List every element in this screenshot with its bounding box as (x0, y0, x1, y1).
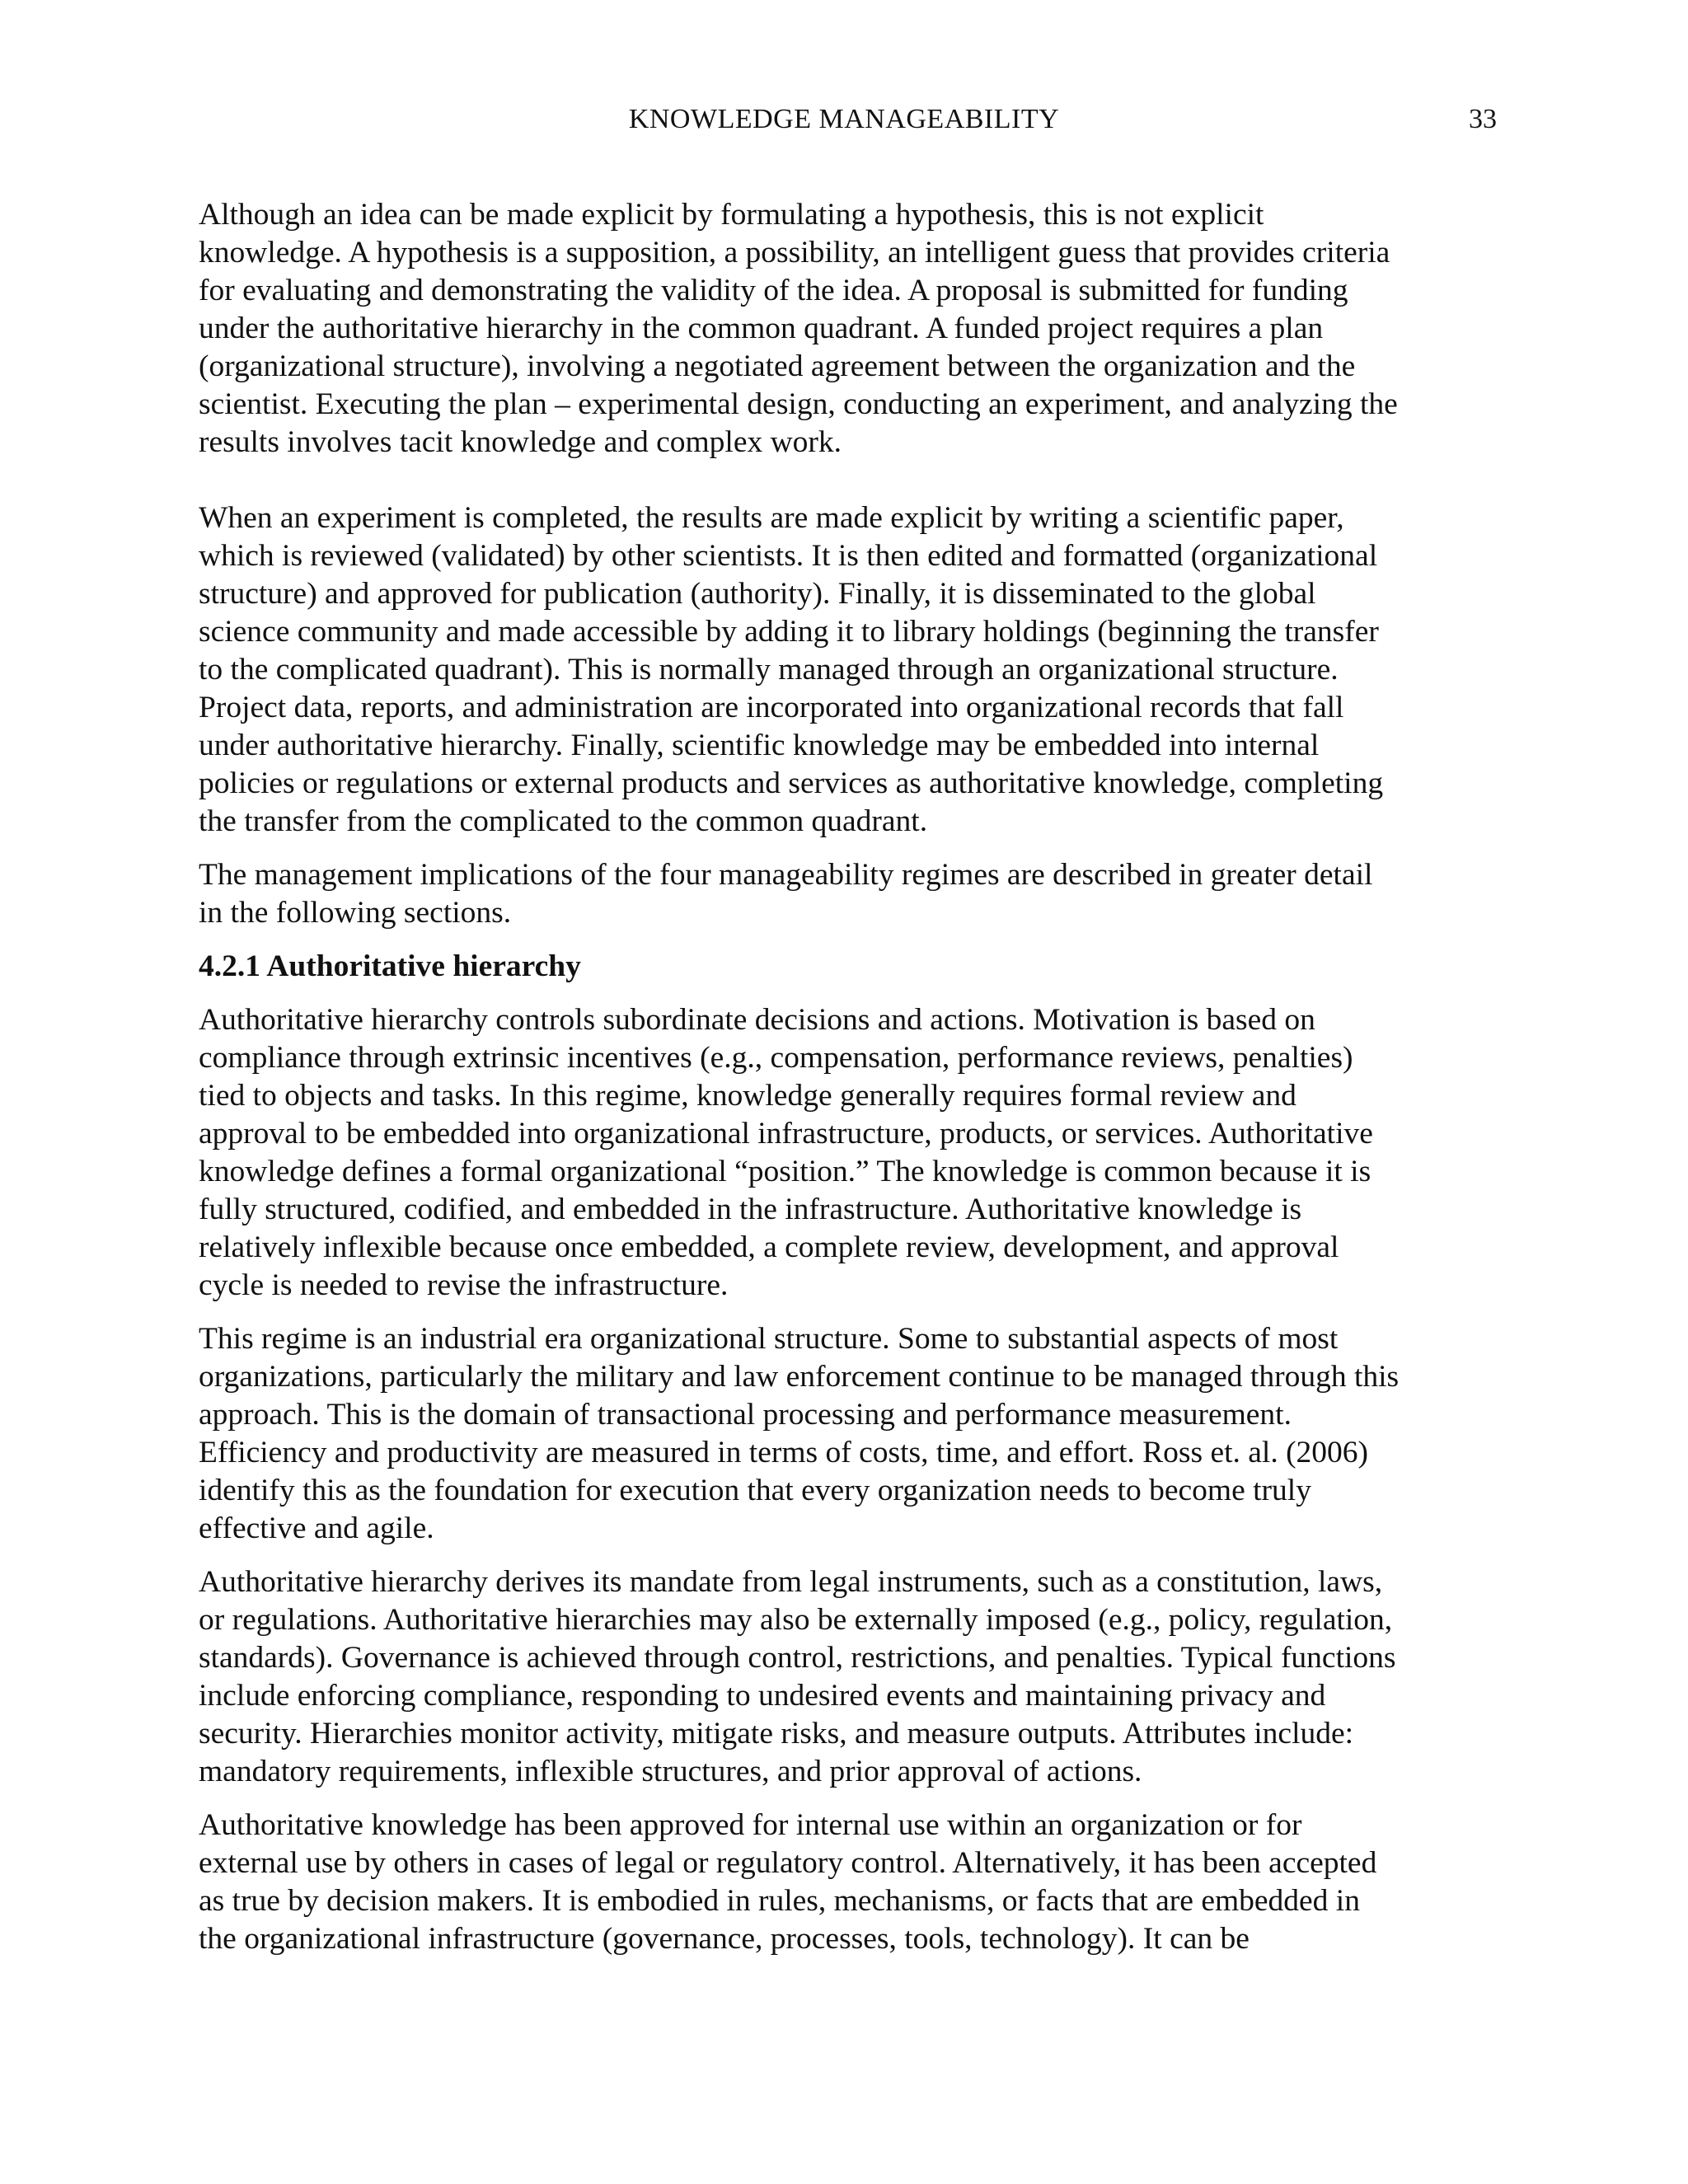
text-line: identify this as the foundation for execution that every organization needs to become truly (199, 1474, 1311, 1507)
running-header (0, 99, 1688, 140)
paragraph-authoritative-hierarchy (199, 1001, 1509, 1305)
text-line: The management implications of the four manageability regimes are described in greater detail (199, 858, 1373, 892)
paragraph-industrial-era (199, 1320, 1509, 1548)
text-line: in the following sections. (199, 896, 512, 930)
paragraph-experiment (199, 499, 1509, 841)
text-line: Authoritative hierarchy controls subordinate decisions and actions. Motivation is based on (199, 1003, 1315, 1037)
text-line: scientist. Executing the plan – experimental design, conducting an experiment, and analyzing the (199, 387, 1398, 421)
text-line: external use by others in cases of legal or regulatory control. Alternatively, it has been accepted (199, 1846, 1377, 1880)
text-line: Although an idea can be made explicit by formulating a hypothesis, this is not explicit (199, 198, 1264, 232)
paragraph-gap (199, 841, 1509, 856)
text-line: the organizational infrastructure (governance, processes, tools, technology). It can be (199, 1922, 1250, 1956)
paragraph-gap (199, 986, 1509, 1001)
text-line: (organizational structure), involving a negotiated agreement between the organization and the (199, 349, 1356, 383)
paragraph-authoritative-knowledge (199, 1807, 1509, 1958)
paragraph-gap (199, 1548, 1509, 1563)
text-line: science community and made accessible by adding it to library holdings (beginning the transfer (199, 615, 1379, 649)
text-line: Authoritative knowledge has been approved for internal use within an organization or for (199, 1808, 1302, 1842)
section-heading: 4.2.1 Authoritative hierarchy (199, 949, 581, 983)
text-line: mandatory requirements, inflexible structures, and prior approval of actions. (199, 1755, 1142, 1788)
text-line: which is reviewed (validated) by other scientists. It is then edited and formatted (organizational (199, 539, 1378, 573)
text-line: cycle is needed to revise the infrastructure. (199, 1268, 729, 1302)
text-line: under authoritative hierarchy. Finally, scientific knowledge may be embedded into internal (199, 729, 1320, 762)
paragraph-gap (199, 462, 1509, 499)
paragraph-management-implications (199, 856, 1509, 932)
text-line: This regime is an industrial era organizational structure. Some to substantial aspects of most (199, 1322, 1339, 1356)
running-head-title: KNOWLEDGE MANAGEABILITY (628, 104, 1060, 134)
text-line: compliance through extrinsic incentives (e.g., compensation, performance reviews, penalties) (199, 1041, 1353, 1075)
text-line: Authoritative hierarchy derives its mandate from legal instruments, such as a constitution, laws, (199, 1565, 1383, 1599)
paragraph-gap (199, 1305, 1509, 1320)
text-line: tied to objects and tasks. In this regime, knowledge generally requires formal review and (199, 1079, 1296, 1113)
body-text (199, 196, 1509, 1958)
text-line: Project data, reports, and administration are incorporated into organizational records that fall (199, 691, 1344, 724)
text-line: results involves tacit knowledge and complex work. (199, 425, 842, 459)
paragraph-gap (199, 1791, 1509, 1807)
text-line: to the complicated quadrant). This is normally managed through an organizational structure. (199, 653, 1339, 687)
text-line: approach. This is the domain of transactional processing and performance measurement. (199, 1398, 1292, 1432)
text-line: for evaluating and demonstrating the validity of the idea. A proposal is submitted for funding (199, 274, 1348, 307)
text-line: security. Hierarchies monitor activity, mitigate risks, and measure outputs. Attributes include: (199, 1717, 1354, 1750)
text-line: structure) and approved for publication (authority). Finally, it is disseminated to the global (199, 577, 1316, 611)
paragraph-hypothesis (199, 196, 1509, 462)
text-line: effective and agile. (199, 1511, 434, 1545)
text-line: or regulations. Authoritative hierarchies may also be externally imposed (e.g., policy, regulation, (199, 1603, 1393, 1637)
text-line: knowledge defines a formal organizational “position.” The knowledge is common because it is (199, 1155, 1372, 1188)
text-line: the transfer from the complicated to the common quadrant. (199, 804, 928, 838)
text-line: relatively inflexible because once embedded, a complete review, development, and approval (199, 1230, 1339, 1264)
paragraph-gap (199, 932, 1509, 948)
text-line: under the authoritative hierarchy in the common quadrant. A funded project requires a plan (199, 312, 1324, 345)
text-line: Efficiency and productivity are measured in terms of costs, time, and effort. Ross et. al. (2006) (199, 1436, 1369, 1469)
text-line: standards). Governance is achieved through control, restrictions, and penalties. Typical functions (199, 1641, 1396, 1675)
text-line: approval to be embedded into organizational infrastructure, products, or services. Authoritative (199, 1117, 1373, 1151)
text-line: organizations, particularly the military and law enforcement continue to be managed through this (199, 1360, 1400, 1394)
text-line: include enforcing compliance, responding to undesired events and maintaining privacy and (199, 1679, 1326, 1713)
page-number: 33 (1469, 104, 1497, 134)
text-line: When an experiment is completed, the results are made explicit by writing a scientific paper, (199, 501, 1344, 535)
text-line: fully structured, codified, and embedded in the infrastructure. Authoritative knowledge is (199, 1193, 1302, 1226)
paragraph-mandate (199, 1563, 1509, 1791)
text-line: policies or regulations or external products and services as authoritative knowledge, completing (199, 766, 1384, 800)
text-line: as true by decision makers. It is embodied in rules, mechanisms, or facts that are embedded in (199, 1884, 1360, 1918)
text-line: knowledge. A hypothesis is a supposition, a possibility, an intelligent guess that provides criteria (199, 236, 1390, 269)
